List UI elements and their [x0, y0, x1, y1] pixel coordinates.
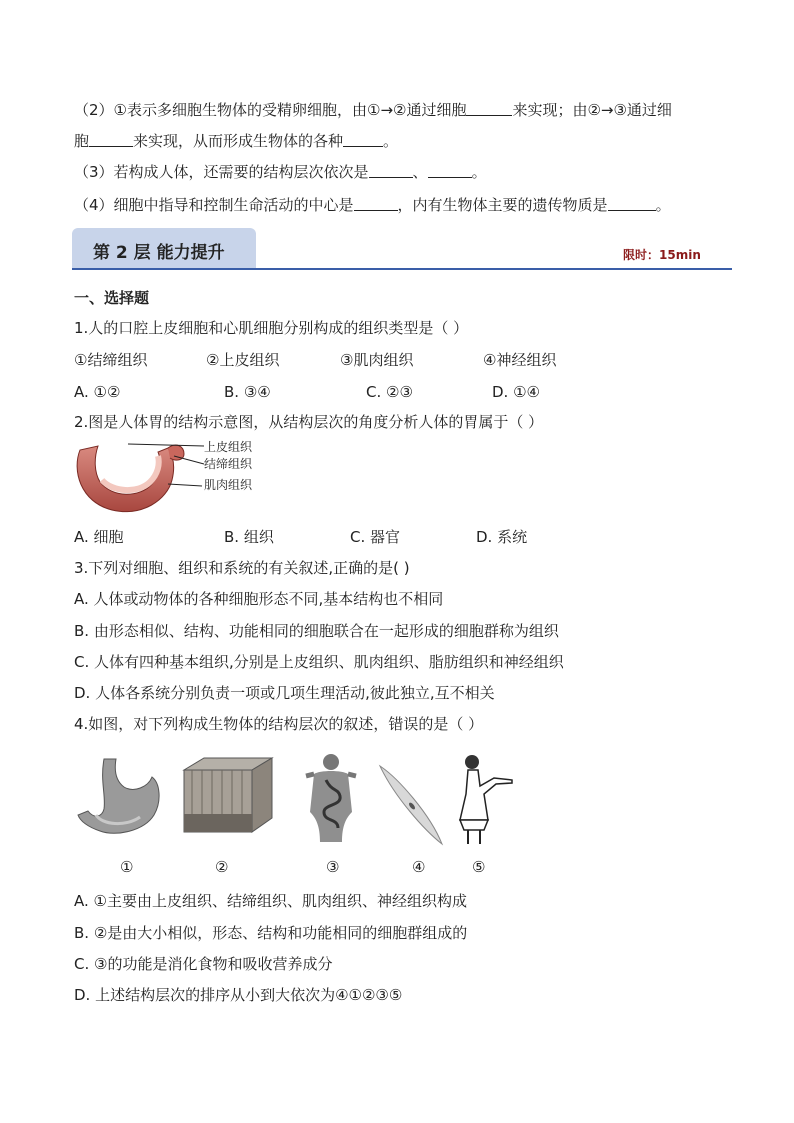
- q2-text-1b: 来实现；由②→③通过细: [512, 101, 672, 119]
- digestive-system-image: [302, 752, 360, 844]
- option-a[interactable]: A. 人体或动物体的各种细胞形态不同,基本结构也不相同: [74, 590, 444, 608]
- tissue-block-image: [180, 756, 274, 834]
- option-a[interactable]: A. ①②: [74, 383, 121, 401]
- q1-item: ①结缔组织: [74, 351, 148, 369]
- option-c[interactable]: C. 器官: [350, 528, 401, 546]
- figure-number-2: ②: [215, 858, 229, 876]
- answer-blank[interactable]: [354, 196, 398, 211]
- option-c[interactable]: C. 人体有四种基本组织,分别是上皮组织、肌肉组织、脂肪组织和神经组织: [74, 653, 564, 671]
- q3-text-c: 。: [471, 163, 487, 181]
- q2-fill-line-1: [74, 100, 672, 120]
- q4-text-c: 。: [655, 196, 671, 214]
- q1-item: ②上皮组织: [206, 351, 280, 369]
- section-divider: [72, 268, 732, 270]
- option-b[interactable]: B. ②是由大小相似，形态、结构和功能相同的细胞群组成的: [74, 924, 468, 942]
- answer-blank[interactable]: [369, 163, 413, 178]
- muscle-cell-image: [376, 762, 446, 848]
- q2-options: [74, 527, 527, 547]
- figure-number-4: ④: [412, 858, 426, 876]
- answer-blank[interactable]: [608, 196, 656, 211]
- q2-text-2b: 来实现，从而形成生物体的各种: [133, 132, 344, 150]
- q1-item: ③肌肉组织: [340, 351, 414, 369]
- figure-number-3: ③: [326, 858, 340, 876]
- q2-text-1a: （2）①表示多细胞生物体的受精卵细胞，由①→②通过细胞: [74, 101, 467, 119]
- q4-text-b: ，内有生物体主要的遗传物质是: [397, 196, 608, 214]
- time-limit: 限时：15min: [623, 248, 701, 262]
- q4-fill-line: [74, 195, 671, 215]
- answer-blank[interactable]: [466, 101, 512, 116]
- answer-blank[interactable]: [428, 163, 472, 178]
- q1-stem: 1.人的口腔上皮细胞和心肌细胞分别构成的组织类型是（ ）: [74, 319, 469, 337]
- option-a[interactable]: A. 细胞: [74, 528, 124, 546]
- q1-item: ④神经组织: [483, 351, 557, 369]
- answer-blank[interactable]: [89, 132, 133, 147]
- answer-blank[interactable]: [343, 132, 383, 147]
- option-b[interactable]: B. 由形态相似、结构、功能相同的细胞联合在一起形成的细胞群称为组织: [74, 622, 559, 640]
- q2-text-2a: 胞: [74, 132, 90, 150]
- q3-fill-line: [74, 162, 487, 182]
- figure-label-connective: 结缔组织: [204, 457, 253, 471]
- section-title: 第 2 层 能力提升: [93, 243, 225, 263]
- q2-stem: 2.图是人体胃的结构示意图，从结构层次的角度分析人体的胃属于（ ）: [74, 413, 544, 431]
- option-c[interactable]: C. ③的功能是消化食物和吸收营养成分: [74, 955, 333, 973]
- option-d[interactable]: D. 系统: [476, 528, 528, 546]
- q3-text-a: （3）若构成人体，还需要的结构层次依次是: [74, 163, 369, 181]
- option-d[interactable]: D. 上述结构层次的排序从小到大依次为④①②③⑤: [74, 986, 403, 1004]
- q4-stem: 4.如图，对下列构成生物体的结构层次的叙述，错误的是（ ）: [74, 715, 484, 733]
- q2-text-2c: 。: [383, 132, 399, 150]
- human-body-image: [454, 750, 516, 848]
- figure-label-muscle: 肌肉组织: [204, 478, 253, 492]
- option-d[interactable]: D. ①④: [492, 383, 540, 401]
- figure-label-epithelial: 上皮组织: [204, 440, 253, 454]
- option-b[interactable]: B. ③④: [224, 383, 271, 401]
- q3-text-b: 、: [412, 163, 428, 181]
- q3-stem: 3.下列对细胞、组织和系统的有关叙述,正确的是( ): [74, 559, 410, 577]
- option-a[interactable]: A. ①主要由上皮组织、结缔组织、肌肉组织、神经组织构成: [74, 892, 467, 910]
- q1-items: [74, 350, 556, 370]
- q2-fill-line-2: [74, 131, 398, 151]
- figure-number-5: ⑤: [472, 858, 486, 876]
- part-heading: 一、选择题: [74, 289, 150, 307]
- q4-text-a: （4）细胞中指导和控制生命活动的中心是: [74, 196, 354, 214]
- stomach-organ-image: [76, 755, 164, 839]
- option-b[interactable]: B. 组织: [224, 528, 274, 546]
- q1-options: [74, 382, 540, 402]
- option-c[interactable]: C. ②③: [366, 383, 413, 401]
- figure-number-1: ①: [120, 858, 134, 876]
- option-d[interactable]: D. 人体各系统分别负责一项或几项生理活动,彼此独立,互不相关: [74, 684, 495, 702]
- section-tab: [72, 228, 256, 268]
